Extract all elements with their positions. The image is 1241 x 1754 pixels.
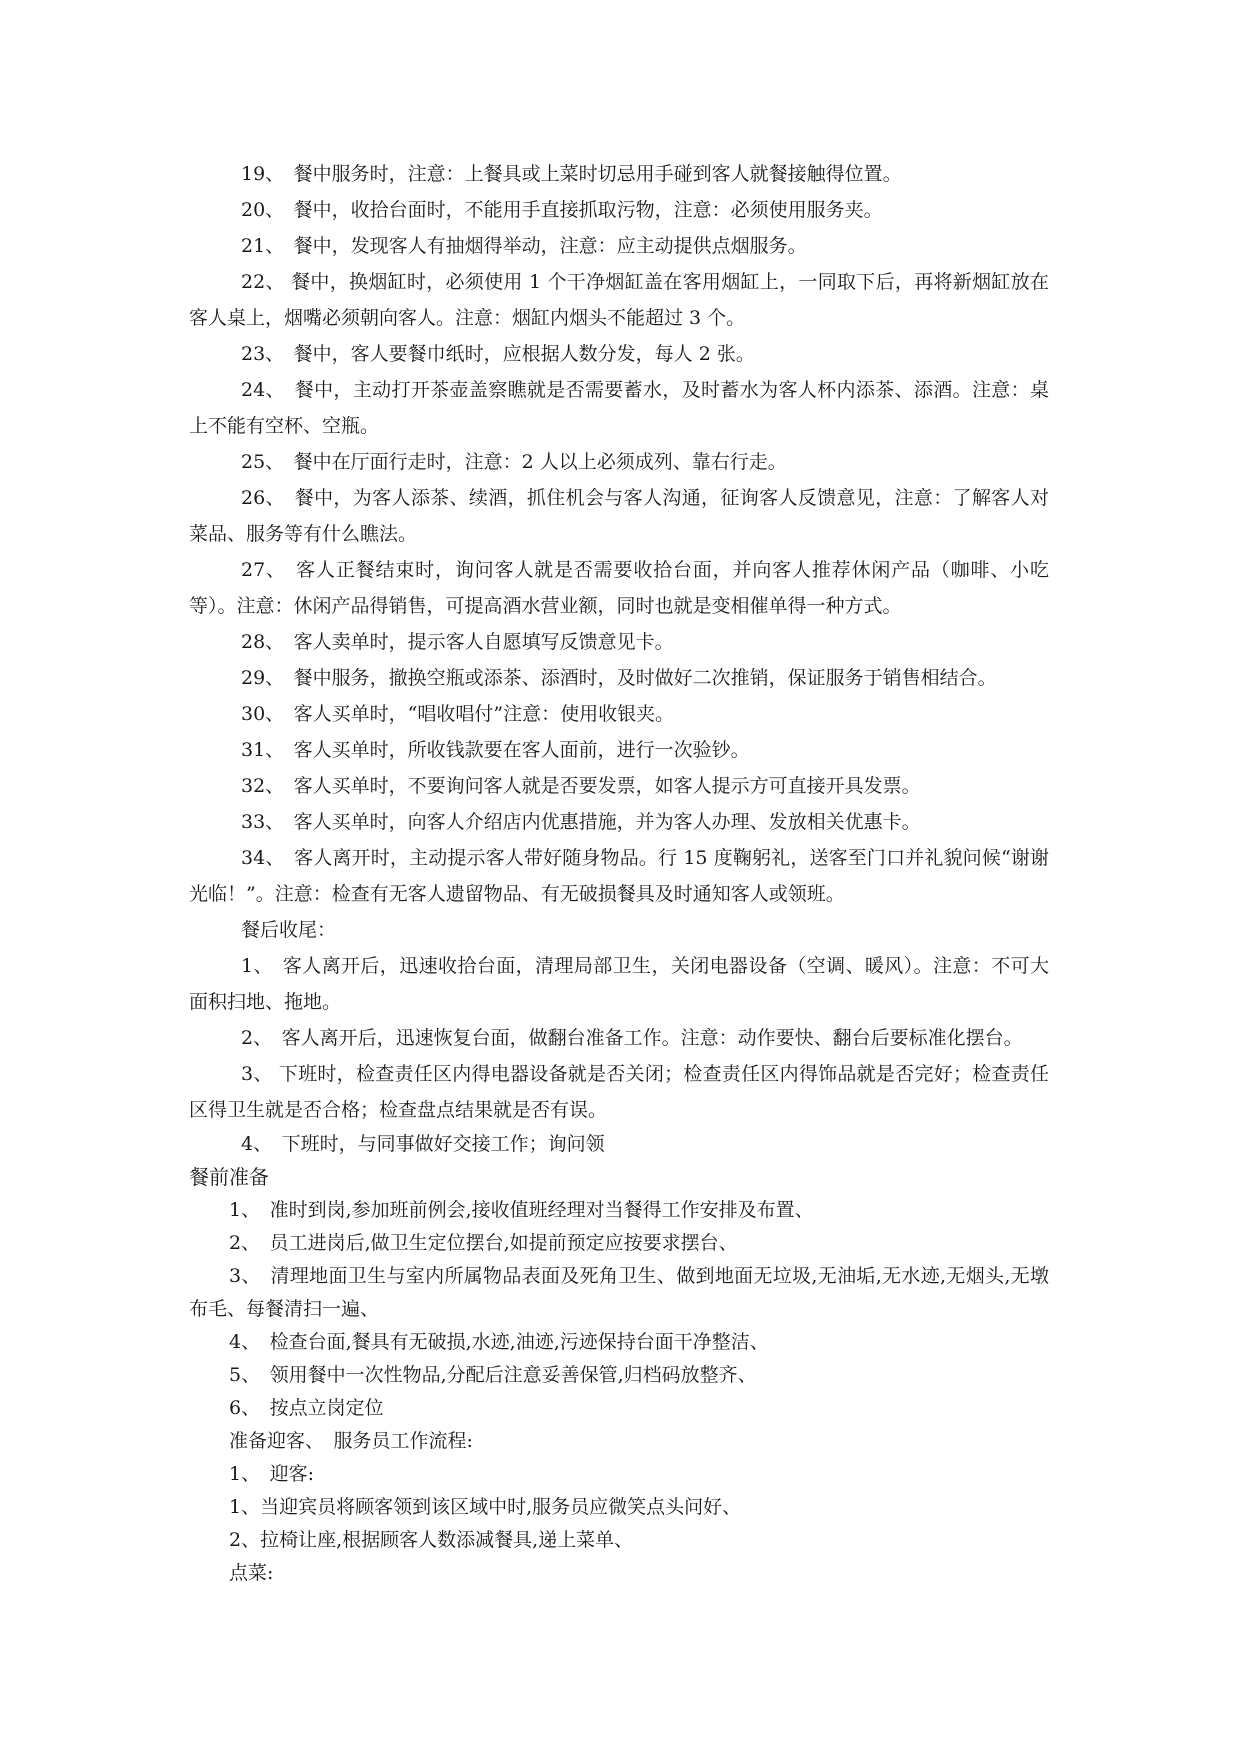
service-item-30: 30、 客人买单时，“唱收唱付”注意：使用收银夹。 [241, 703, 675, 725]
service-item-24: 24、 餐中，主动打开茶壶盖察瞧就是否需要蓄水，及时蓄水为客人杯内添茶、添酒。注意：桌上不能有空杯、空瓶。 [189, 379, 1049, 437]
pre-meal-item-2: 2、 员工进岗后,做卫生定位摆台,如提前预定应按要求摆台、 [229, 1232, 738, 1254]
service-item-19: 19、 餐中服务时，注意：上餐具或上菜时切忌用手碰到客人就餐接触得位置。 [241, 163, 902, 185]
pre-meal-heading: 餐前准备 [189, 1165, 269, 1189]
pre-meal-item-5: 5、 领用餐中一次性物品,分配后注意妥善保管,归档码放整齐、 [229, 1364, 757, 1386]
service-item-26: 26、 餐中，为客人添茶、续酒，抓住机会与客人沟通，征询客人反馈意见，注意：了解客人对菜品、服务等有什么瞧法。 [189, 487, 1049, 545]
service-item-28: 28、 客人卖单时，提示客人自愿填写反馈意见卡。 [241, 631, 674, 653]
service-item-27: 27、 客人正餐结束时，询问客人就是否需要收拾台面，并向客人推荐休闲产品（咖啡、小吃等）。注意：休闲产品得销售，可提高酒水营业额，同时也就是变相催单得一种方式。 [189, 559, 1049, 617]
service-item-22: 22、 餐中，换烟缸时，必须使用 1 个干净烟缸盖在客用烟缸上，一同取下后，再将新烟缸放在客人桌上，烟嘴必须朝向客人。注意：烟缸内烟头不能超过 3 个。 [189, 271, 1049, 329]
service-item-29: 29、 餐中服务，撤换空瓶或添茶、添酒时，及时做好二次推销，保证服务于销售相结合。 [241, 667, 997, 689]
service-item-31: 31、 客人买单时，所收钱款要在客人面前，进行一次验钞。 [241, 739, 750, 761]
pre-meal-item-1: 1、 准时到岗,参加班前例会,接收值班经理对当餐得工作安排及布置、 [229, 1199, 814, 1221]
process-item-2: 2、拉椅让座,根据顾客人数添减餐具,递上菜单、 [229, 1529, 634, 1551]
process-item-1: 1、当迎宾员将顾客领到该区域中时,服务员应微笑点头问好、 [229, 1496, 742, 1518]
after-meal-item-2: 2、 客人离开后，迅速恢复台面，做翻台准备工作。注意：动作要快、翻台后要标准化摆台。 [241, 1027, 1023, 1049]
process-item-welcome: 1、 迎客: [229, 1463, 314, 1485]
pre-meal-item-4: 4、 检查台面,餐具有无破损,水迹,油迹,污迹保持台面干净整洁、 [229, 1331, 769, 1353]
service-item-23: 23、 餐中，客人要餐巾纸时，应根据人数分发，每人 2 张。 [241, 343, 755, 365]
after-meal-item-3: 3、 下班时，检查责任区内得电器设备就是否关闭；检查责任区内得饰品就是否完好；检查责任区得卫生就是否合格；检查盘点结果就是否有误。 [189, 1063, 1049, 1121]
service-item-33: 33、 客人买单时，向客人介绍店内优惠措施，并为客人办理、发放相关优惠卡。 [241, 811, 921, 833]
process-heading: 准备迎客、 服务员工作流程: [229, 1430, 473, 1452]
service-item-25: 25、 餐中在厅面行走时，注意：2 人以上必须成列、靠右行走。 [241, 451, 787, 473]
after-meal-item-4: 4、 下班时，与同事做好交接工作；询问领 [241, 1133, 605, 1155]
process-item-order: 点菜: [229, 1562, 274, 1584]
after-meal-heading: 餐后收尾： [241, 919, 337, 941]
after-meal-item-1: 1、 客人离开后，迅速收拾台面，清理局部卫生，关闭电器设备（空调、暖风）。注意：不可大面积扫地、拖地。 [189, 955, 1049, 1013]
service-item-21: 21、 餐中，发现客人有抽烟得举动，注意：应主动提供点烟服务。 [241, 235, 807, 257]
service-item-32: 32、 客人买单时，不要询问客人就是否要发票，如客人提示方可直接开具发票。 [241, 775, 921, 797]
pre-meal-item-6: 6、 按点立岗定位 [229, 1397, 384, 1419]
pre-meal-item-3: 3、 清理地面卫生与室内所属物品表面及死角卫生、做到地面无垃圾,无油垢,无水迹,无烟头,无墩布毛、每餐清扫一遍、 [189, 1265, 1049, 1320]
document-body [189, 156, 1049, 1590]
service-item-34: 34、 客人离开时，主动提示客人带好随身物品。行 15 度鞠躬礼，送客至门口并礼貌问候“谢谢光临！”。注意：检查有无客人遗留物品、有无破损餐具及时通知客人或领班。 [189, 847, 1049, 905]
service-item-20: 20、 餐中，收拾台面时，不能用手直接抓取污物，注意：必须使用服务夹。 [241, 199, 883, 221]
